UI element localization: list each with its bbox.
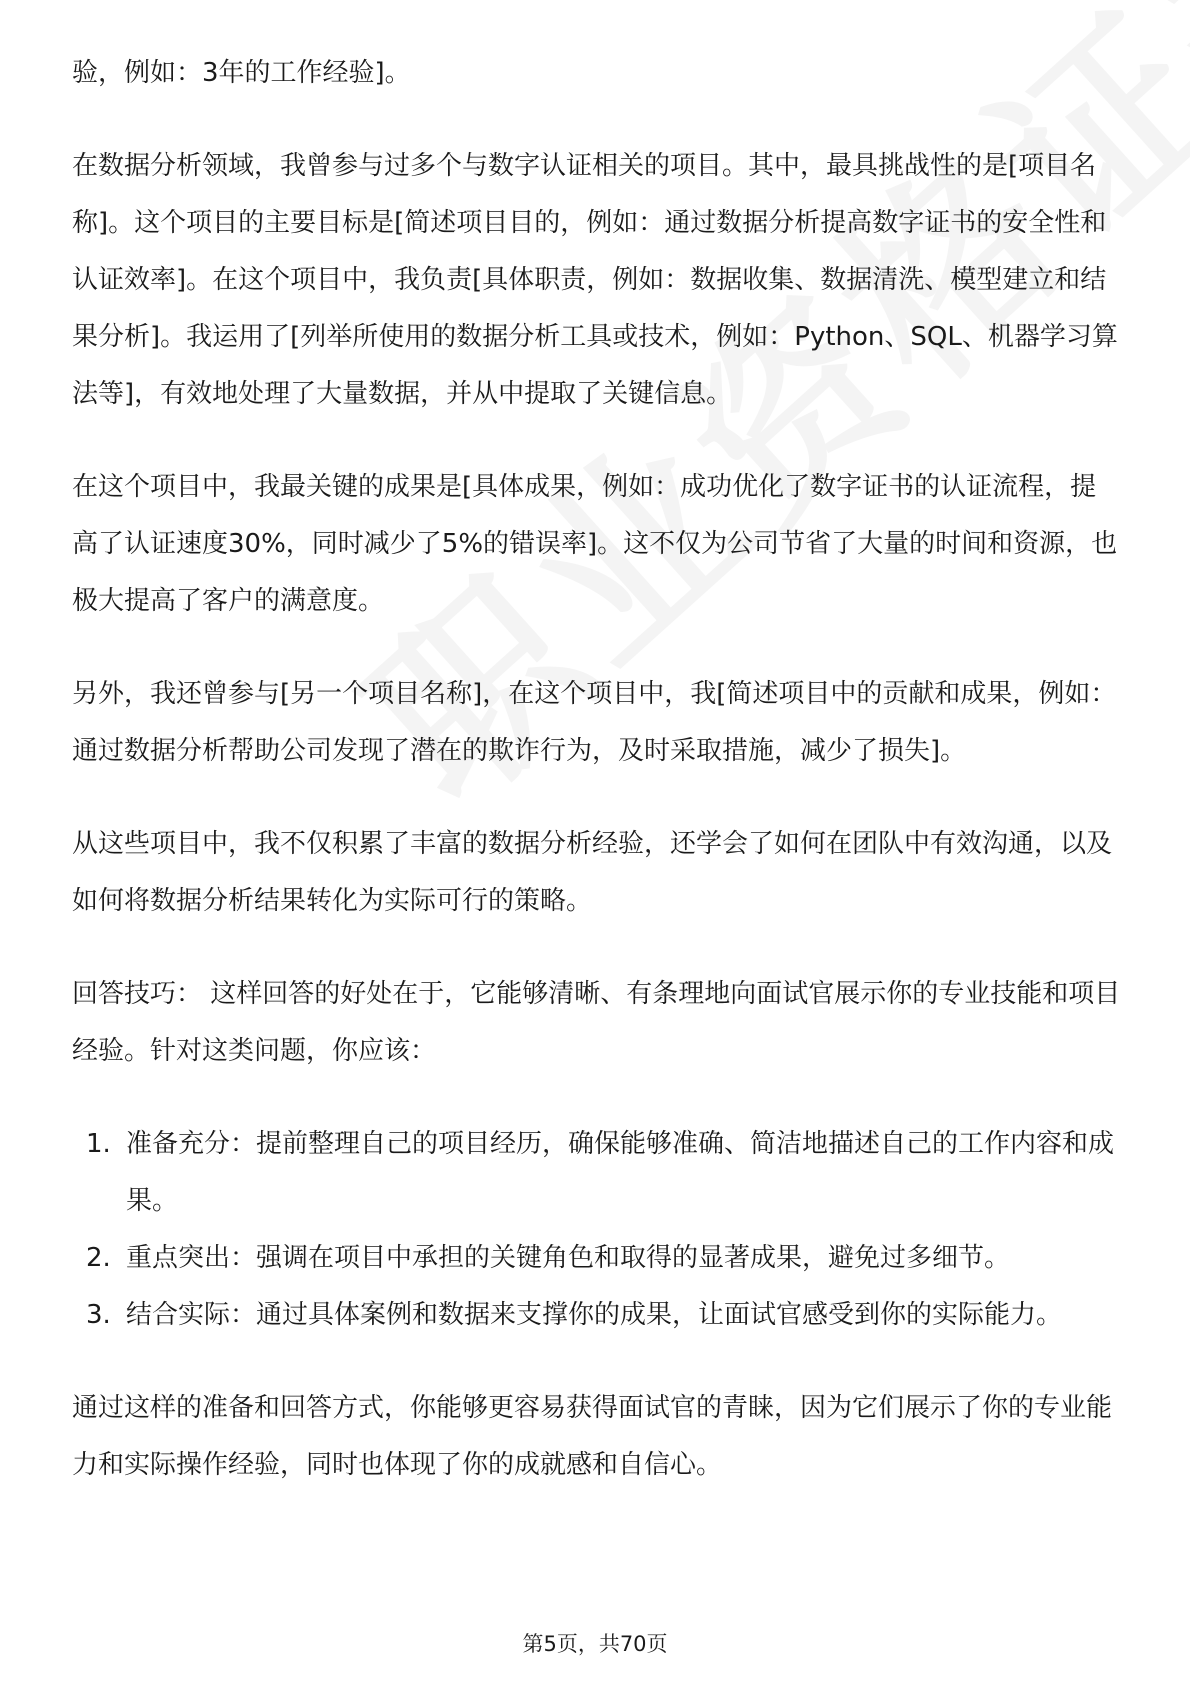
paragraph: 在数据分析领域，我曾参与过多个与数字认证相关的项目。其中，最具挑战性的是[项目名称]。这个项目的主要目标是[简述项目目的，例如：通过数据分析提高数字证书的安全性和认证效率]。在这个项目中，我负责[具体职责，例如：数据收集、数据清洗、模型建立和结果分析]。我运用了[列举所使用的数据分析工具或技术，例如：Python、SQL、机器学习算法等]，有效地处理了大量数据，并从中提取了关键信息。 bbox=[72, 151, 1118, 409]
list-number: 2. bbox=[86, 1243, 111, 1273]
list-number: 1. bbox=[86, 1129, 111, 1159]
closing-paragraph: 通过这样的准备和回答方式，你能够更容易获得面试官的青睐，因为它们展示了你的专业能力和实际操作经验，同时也体现了你的成就感和自信心。 bbox=[72, 1393, 1113, 1480]
page-content bbox=[72, 45, 1122, 1530]
list-item bbox=[72, 1287, 1122, 1344]
list-item-text: 重点突出：强调在项目中承担的关键角色和取得的显著成果，避免过多细节。 bbox=[126, 1243, 1011, 1273]
list-item bbox=[72, 1230, 1122, 1287]
tips-list bbox=[72, 1116, 1122, 1344]
answer-tips-paragraph: 回答技巧： 这样回答的好处在于，它能够清晰、有条理地向面试官展示你的专业技能和项目经验。针对这类问题，你应该： bbox=[72, 979, 1121, 1066]
paragraph: 验，例如：3年的工作经验]。 bbox=[72, 58, 411, 88]
list-item-text: 准备充分：提前整理自己的项目经历，确保能够准确、简洁地描述自己的工作内容和成果。 bbox=[126, 1129, 1115, 1216]
list-item bbox=[72, 1116, 1122, 1230]
list-number: 3. bbox=[86, 1300, 111, 1330]
paragraph: 在这个项目中，我最关键的成果是[具体成果，例如：成功优化了数字证书的认证流程，提高了认证速度30%，同时减少了5%的错误率]。这不仅为公司节省了大量的时间和资源，也极大提高了客户的满意度。 bbox=[72, 472, 1118, 616]
paragraph: 从这些项目中，我不仅积累了丰富的数据分析经验，还学会了如何在团队中有效沟通，以及如何将数据分析结果转化为实际可行的策略。 bbox=[72, 829, 1113, 916]
paragraph: 另外，我还曾参与[另一个项目名称]，在这个项目中，我[简述项目中的贡献和成果，例如：通过数据分析帮助公司发现了潜在的欺诈行为，及时采取措施，减少了损失]。 bbox=[72, 679, 1117, 766]
list-item-text: 结合实际：通过具体案例和数据来支撑你的成果，让面试官感受到你的实际能力。 bbox=[126, 1300, 1063, 1330]
page-footer: 第5页，共70页 bbox=[522, 1632, 668, 1656]
